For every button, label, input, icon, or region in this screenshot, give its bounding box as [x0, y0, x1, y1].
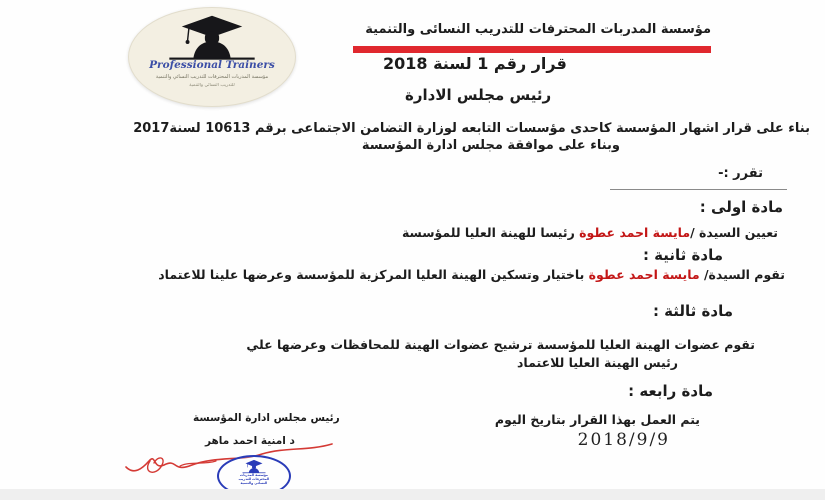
decree-date: 2018/9/9 [577, 430, 670, 450]
article-1-body-suffix: رئيسا للهينة العليا للمؤسسة [401, 225, 580, 240]
red-divider-bar [353, 46, 711, 53]
stamp-text [239, 474, 270, 485]
article-2-title: مادة ثانية : [642, 246, 723, 264]
preamble-line-2: وبناء على موافقة مجلس ادارة المؤسسة [361, 138, 620, 153]
organization-logo [128, 7, 296, 107]
effective-date-line: يتم العمل بهذا القرار بتاريخ اليوم [494, 412, 700, 427]
article-3-title: مادة ثالثة : [652, 302, 733, 320]
preamble-line-1: بناء على قرار اشهار المؤسسة كاحدى مؤسسات التابعه لوزارة التضامن الاجتماعى برقم 10613 لسنة2017 [133, 121, 810, 136]
article-2-body-prefix: تقوم السيدة/ [699, 267, 785, 282]
graduation-cap-icon [157, 14, 267, 62]
article-2-appointee-name: مايسة احمد عطوة [588, 267, 700, 282]
article-1-body-prefix: تعيين السيدة / [690, 225, 778, 240]
organization-name: مؤسسة المدربات المحترفات للتدريب النسائى والتنمية [365, 22, 711, 37]
article-3-body-line-1: تقوم عضوات الهينة العليا للمؤسسة ترشيح عضوات الهينة للمحافظات وعرضها علي [246, 337, 755, 352]
horizontal-rule [610, 189, 787, 190]
signatory-name: د امنية احمد ماهر [205, 435, 295, 447]
signatory-role: رئيس مجلس ادارة المؤسسة [193, 412, 340, 424]
article-3-body-line-2: رئيس الهينة العليا للاعتماد [517, 355, 678, 370]
article-1-body [402, 225, 778, 240]
logo-name-arabic: مؤسسة المدربات المحترفات للتدريب النسائي والتنمية [155, 73, 269, 80]
article-1-appointee-name: مايسة احمد عطوة [579, 225, 691, 240]
article-1-title: مادة اولى : [699, 198, 783, 216]
stamp-graduation-cap-icon [239, 459, 269, 474]
article-4-title: مادة رابعه : [628, 382, 713, 400]
article-2-body-suffix: باختيار وتسكين الهينة العليا المركزية للمؤسسة وعرضها علينا للاعتماد [158, 267, 589, 282]
stamp-text-line-2: المحترفات للتدريب [238, 477, 270, 482]
article-2-body [158, 267, 785, 282]
issuer-title: رئيس مجلس الادارة [405, 86, 552, 104]
logo-tagline-arabic: للتدريب النسائي والتنمية [189, 82, 235, 88]
scan-edge-strip [0, 489, 825, 500]
decision-label: تقرر :- [718, 166, 763, 181]
logo-name-english: Professional Trainers [149, 59, 275, 71]
stamp-text-line-3: النسائي والتنمية [240, 481, 268, 486]
decree-title: قرار رقم 1 لسنة 2018 [383, 54, 567, 73]
stamp-text-line-1: مؤسسة المدربات [239, 473, 269, 478]
